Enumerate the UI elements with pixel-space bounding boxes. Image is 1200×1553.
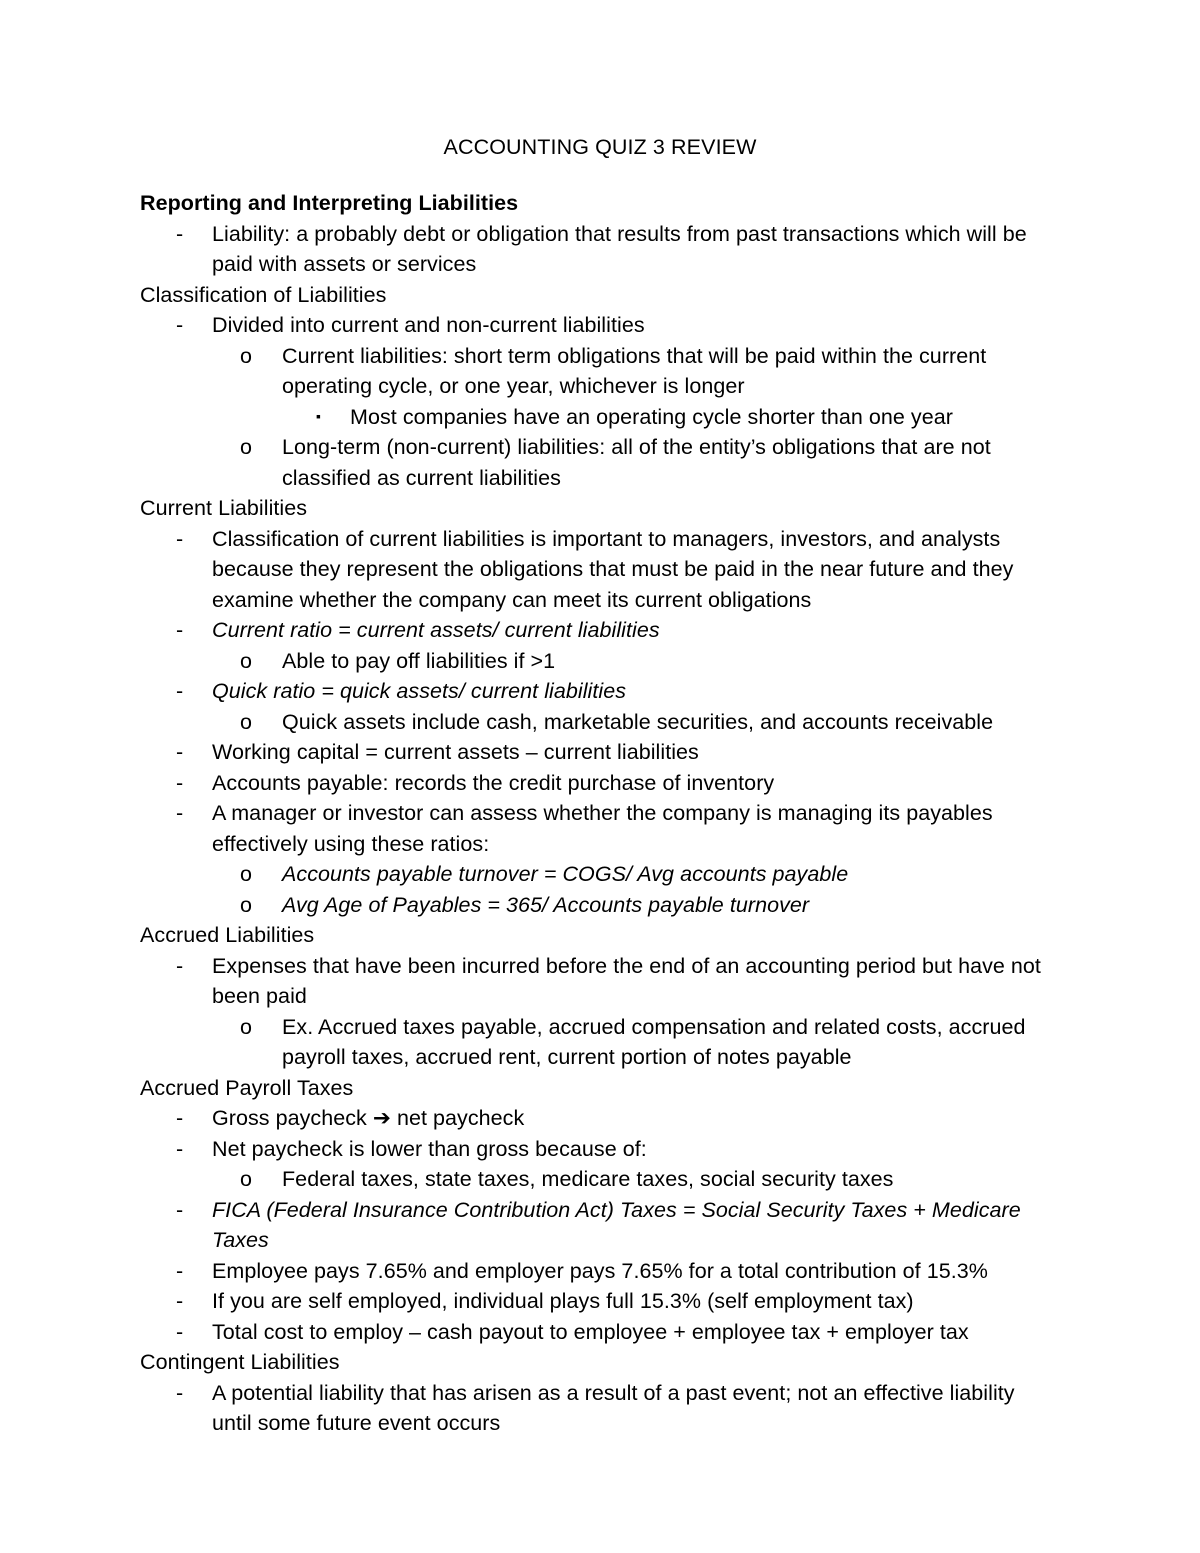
list-marker: -: [176, 526, 184, 551]
sub-list: [212, 707, 1060, 738]
list-marker: -: [176, 1319, 184, 1344]
list-item-text: Federal taxes, state taxes, medicare taxes, social security taxes: [282, 1167, 894, 1191]
list-item: [140, 798, 1060, 920]
list-item-text: Able to pay off liabilities if >1: [282, 648, 556, 673]
list-item-text: Avg Age of Payables = 365/ Accounts payable turnover: [282, 892, 810, 917]
list-item-text: Ex. Accrued taxes payable, accrued compensation and related costs, accrued payroll taxes, accrued rent, current portion of notes payable: [282, 1014, 1026, 1069]
list-marker: -: [176, 679, 184, 703]
section-list: [140, 951, 1060, 1073]
section-heading: Contingent Liabilities: [140, 1350, 340, 1374]
list-marker: -: [176, 1289, 184, 1313]
section-list: [140, 1378, 1060, 1439]
list-marker: o: [240, 892, 253, 917]
list-item: [282, 402, 1060, 433]
list-item: [212, 341, 1060, 433]
list-item: [212, 646, 1060, 677]
sub-list: [212, 646, 1060, 677]
list-item-text: A potential liability that has arisen as a result of a past event; not an effective liability until some future event occurs: [212, 1380, 1015, 1435]
list-item-text: Working capital = current assets – current liabilities: [212, 740, 699, 764]
list-marker: -: [176, 740, 184, 764]
list-item-text: Classification of current liabilities is important to managers, investors, and analysts because they represent the obligations that must be paid in the near future and they examine whether the company can meet its current obligations: [212, 526, 1014, 612]
list-item: [140, 1195, 1060, 1256]
list-item-text: Long-term (non-current) liabilities: all of the entity’s obligations that are not classified as current liabilities: [282, 435, 991, 490]
list-marker: -: [176, 1197, 184, 1222]
list-item-text: Accounts payable turnover = COGS/ Avg accounts payable: [282, 862, 849, 886]
list-marker: -: [176, 313, 184, 337]
list-item-text: If you are self employed, individual plays full 15.3% (self employment tax): [212, 1289, 914, 1313]
list-marker: o: [240, 1167, 253, 1191]
section-list: [140, 310, 1060, 493]
document-body: [140, 132, 1060, 1439]
sub-list: [212, 341, 1060, 494]
list-item: [212, 1012, 1060, 1073]
list-item-text: A manager or investor can assess whether the company is managing its payables effectively using these ratios:: [212, 801, 993, 856]
list-marker: -: [176, 1136, 184, 1161]
section-list: [140, 219, 1060, 280]
list-item-text: Most companies have an operating cycle shorter than one year: [350, 404, 953, 429]
list-item-text: Liability: a probably debt or obligation that results from past transactions which will be paid with assets or services: [212, 221, 1027, 276]
page-title: ACCOUNTING QUIZ 3 REVIEW: [443, 135, 757, 159]
list-item: [140, 1103, 1060, 1134]
list-item-text: Current liabilities: short term obligations that will be paid within the current operating cycle, or one year, whichever is longer: [282, 343, 987, 398]
list-item-text: Gross paycheck ➔ net paycheck: [212, 1106, 525, 1130]
list-item-text: Net paycheck is lower than gross because of:: [212, 1136, 647, 1161]
list-item: [212, 890, 1060, 921]
list-item: [212, 432, 1060, 493]
list-marker: -: [176, 1258, 184, 1283]
list-item-text: Divided into current and non-current liabilities: [212, 313, 645, 337]
list-marker: -: [176, 1380, 184, 1405]
list-item-text: Quick ratio = quick assets/ current liabilities: [212, 679, 626, 703]
list-item-text: Employee pays 7.65% and employer pays 7.65% for a total contribution of 15.3%: [212, 1258, 988, 1283]
list-item-text: Expenses that have been incurred before the end of an accounting period but have not been paid: [212, 953, 1041, 1008]
sub-list: [212, 1164, 1060, 1195]
list-marker: o: [240, 709, 253, 734]
list-marker: -: [176, 221, 184, 246]
list-item: [140, 524, 1060, 616]
list-marker: o: [240, 435, 253, 459]
list-item: [212, 1164, 1060, 1195]
section-list: [140, 1103, 1060, 1347]
list-marker: ▪: [316, 407, 322, 424]
list-item: [140, 615, 1060, 676]
list-item-text: FICA (Federal Insurance Contribution Act) Taxes = Social Security Taxes + Medicare Taxes: [212, 1197, 1021, 1252]
list-item-text: Current ratio = current assets/ current liabilities: [212, 618, 660, 642]
list-item: [140, 219, 1060, 280]
list-item: [140, 1317, 1060, 1348]
list-marker: o: [240, 1014, 253, 1039]
list-item: [140, 1256, 1060, 1287]
list-item: [140, 737, 1060, 768]
list-item: [212, 859, 1060, 890]
list-marker: o: [240, 648, 253, 673]
section-heading: Accrued Payroll Taxes: [140, 1075, 354, 1100]
list-marker: o: [240, 862, 253, 886]
section-heading: Classification of Liabilities: [140, 282, 387, 307]
list-item-text: Quick assets include cash, marketable securities, and accounts receivable: [282, 709, 994, 734]
list-marker: -: [176, 801, 184, 825]
section-heading: Current Liabilities: [140, 496, 308, 520]
sub-list: [282, 402, 1060, 433]
list-marker: -: [176, 770, 184, 795]
list-item: [140, 1378, 1060, 1439]
list-item: [212, 707, 1060, 738]
section-heading: Accrued Liabilities: [140, 923, 315, 947]
section-list: [140, 524, 1060, 921]
list-item: [140, 768, 1060, 799]
sub-list: [212, 859, 1060, 920]
list-item: [140, 310, 1060, 493]
section-heading: Reporting and Interpreting Liabilities: [140, 191, 519, 215]
list-item-text: Accounts payable: records the credit purchase of inventory: [212, 770, 775, 795]
list-marker: o: [240, 343, 253, 368]
list-marker: -: [176, 953, 184, 978]
sub-list: [212, 1012, 1060, 1073]
list-item: [140, 1134, 1060, 1195]
list-item-text: Total cost to employ – cash payout to employee + employee tax + employer tax: [212, 1319, 969, 1344]
list-item: [140, 676, 1060, 737]
list-marker: -: [176, 1106, 184, 1130]
list-marker: -: [176, 618, 184, 642]
sections-container: [140, 188, 1060, 1439]
list-item: [140, 951, 1060, 1073]
list-item: [140, 1286, 1060, 1317]
